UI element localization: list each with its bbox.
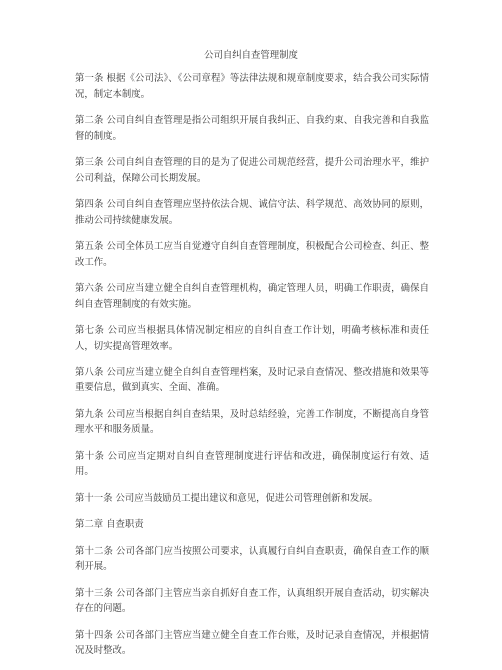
document-body bbox=[75, 71, 429, 670]
document-title: 公司自纠自查管理制度 bbox=[204, 50, 298, 61]
article-12: 第十二条 公司各部门应当按照公司要求，认真履行自纠自查职责，确保自查工作的顺利开展。 bbox=[75, 545, 429, 573]
article-3: 第三条 公司自纠自查管理的目的是为了促进公司规范经营，提升公司治理水平，维护公司利益，保障公司长期发展。 bbox=[75, 156, 429, 184]
article-14: 第十四条 公司各部门主管应当建立健全自查工作台账，及时记录自查情况，并根据情况及时整改。 bbox=[75, 629, 429, 657]
article-5: 第五条 公司全体员工应当自觉遵守自纠自查管理制度，积极配合公司检查、纠正、整改工作。 bbox=[75, 240, 429, 268]
article-1: 第一条 根据《公司法》、《公司章程》等法律法规和规章制度要求，结合我公司实际情况，制定本制度。 bbox=[75, 73, 429, 100]
article-13: 第十三条 公司各部门主管应当亲自抓好自查工作，认真组织开展自查活动，切实解决存在的问题。 bbox=[75, 587, 429, 615]
chapter-heading: 第二章 自查职责 bbox=[75, 519, 144, 531]
article-11: 第十一条 公司应当鼓励员工提出建议和意见，促进公司管理创新和发展。 bbox=[75, 492, 378, 504]
article-2: 第二条 公司自纠自查管理是指公司组织开展自我纠正、自我约束、自我完善和自我监督的制度。 bbox=[75, 114, 429, 142]
article-4: 第四条 公司自纠自查管理应坚持依法合规、诚信守法、科学规范、高效协同的原则，推动公司持续健康发展。 bbox=[75, 198, 429, 226]
article-10: 第十条 公司应当定期对自纠自查管理制度进行评估和改进，确保制度运行有效、适用。 bbox=[75, 450, 429, 478]
article-8: 第八条 公司应当建立健全自纠自查管理档案，及时记录自查情况、整改措施和效果等重要信息，做到真实、全面、准确。 bbox=[75, 366, 429, 394]
article-9: 第九条 公司应当根据自纠自查结果，及时总结经验，完善工作制度，不断提高自身管理水平和服务质量。 bbox=[75, 408, 429, 436]
article-6: 第六条 公司应当建立健全自纠自查管理机构，确定管理人员，明确工作职责，确保自纠自查管理制度的有效实施。 bbox=[75, 282, 429, 310]
article-7: 第七条 公司应当根据具体情况制定相应的自纠自查工作计划，明确考核标准和责任人，切实提高管理效率。 bbox=[75, 324, 429, 352]
